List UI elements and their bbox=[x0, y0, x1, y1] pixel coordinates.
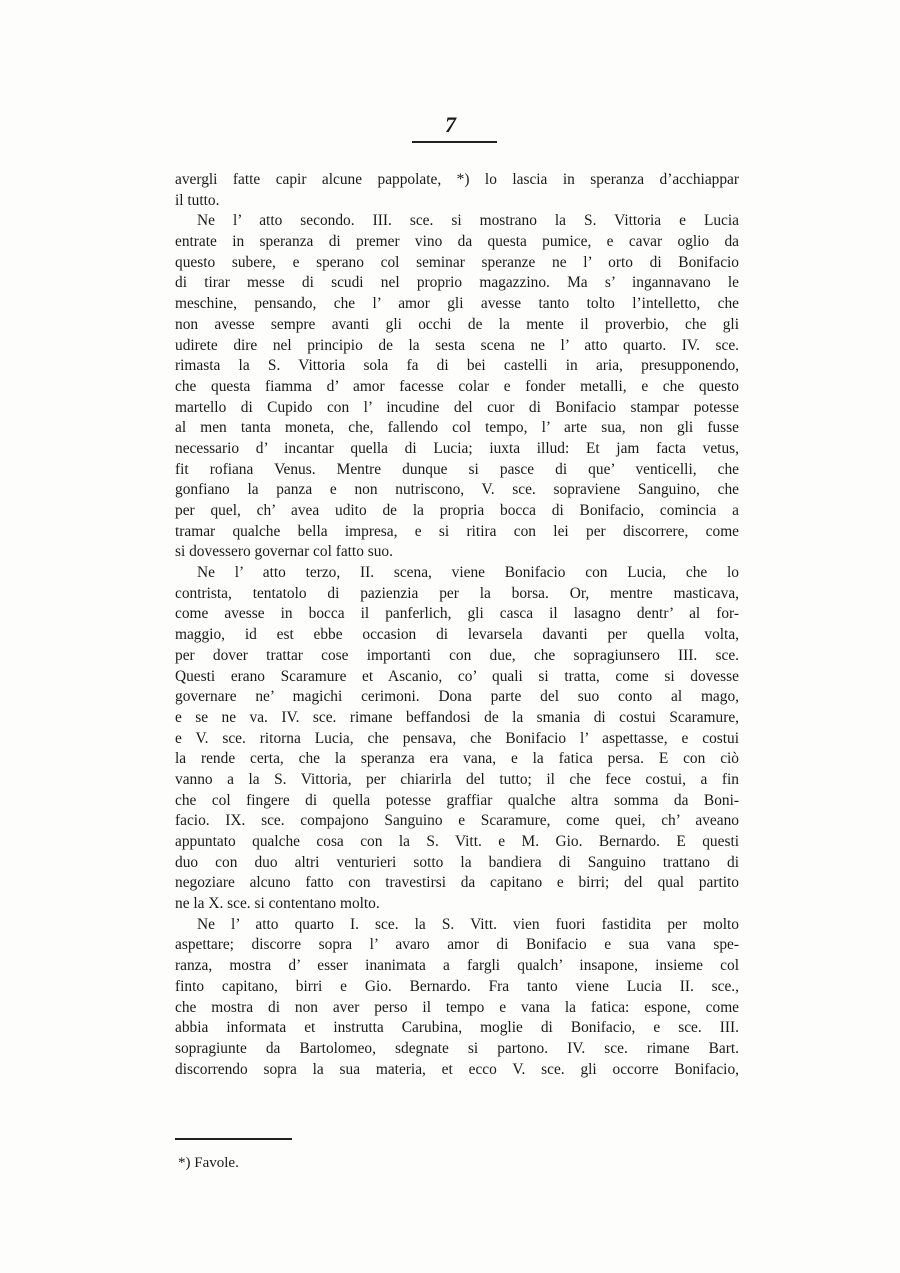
footnote-rule bbox=[175, 1138, 292, 1140]
text-line: e se ne va. IV. sce. rimane beffandosi de la smania di costui Scaramure, bbox=[175, 708, 739, 726]
text-line: Ne l’ atto secondo. III. sce. si mostrano la S. Vittoria e Lucia bbox=[197, 212, 739, 230]
text-line: fit rofiana Venus. Mentre dunque si pasce di que’ venticelli, che bbox=[175, 460, 739, 478]
text-line: ranza, mostra d’ esser inanimata a fargli qualch’ insapone, insieme col bbox=[175, 957, 739, 975]
text-line: che mostra di non aver perso il tempo e vana la fatica: espone, come bbox=[175, 998, 739, 1016]
text-line: il tutto. bbox=[175, 191, 220, 209]
text-line: rimasta la S. Vittoria sola fa di bei castelli in aria, presupponendo, bbox=[175, 357, 739, 375]
text-line: Ne l’ atto quarto I. sce. la S. Vitt. vien fuori fastidita per molto bbox=[197, 915, 739, 933]
footnote: *) Favole. bbox=[178, 1155, 239, 1171]
text-line: negoziare alcuno fatto con travestirsi da capitano e birri; del qual partito bbox=[175, 874, 739, 892]
text-line: abbia informata et instrutta Carubina, moglie di Bonifacio, e sce. III. bbox=[175, 1019, 739, 1037]
text-line: di tirar messe di scudi nel proprio magazzino. Ma s’ ingannavano le bbox=[175, 274, 739, 292]
text-line: sopragiunte da Bartolomeo, sdegnate si partono. IV. sce. rimane Bart. bbox=[175, 1039, 739, 1057]
text-line: contrista, tentatolo di pazienzia per la borsa. Or, mentre masticava, bbox=[175, 584, 739, 602]
text-line: si dovessero governar col fatto suo. bbox=[175, 543, 393, 561]
text-line: duo con duo altri venturieri sotto la bandiera di Sanguino trattano di bbox=[175, 853, 739, 871]
text-line: ne la X. sce. si contentano molto. bbox=[175, 895, 380, 913]
text-line: che questa fiamma d’ amor facesse colar e fonder metalli, e che questo bbox=[175, 377, 739, 395]
text-line: entrate in speranza di premer vino da questa pumice, e cavar oglio da bbox=[175, 233, 739, 251]
text-line: per quel, ch’ avea udito de la propria bocca di Bonifacio, comincia a bbox=[175, 502, 739, 519]
text-line: finto capitano, birri e Gio. Bernardo. Fra tanto viene Lucia II. sce., bbox=[175, 977, 739, 995]
body-text bbox=[175, 170, 739, 1080]
text-line: questo subere, e sperano col seminar speranze ne l’ orto di Bonifacio bbox=[175, 253, 739, 271]
text-line: necessario d’ incantar quella di Lucia; iuxta illud: Et jam facta vetus, bbox=[175, 439, 739, 457]
text-line: vanno a la S. Vittoria, per chiarirla del tutto; il che fece costui, a fin bbox=[175, 770, 739, 788]
text-line: facio. IX. sce. compajono Sanguino e Scaramure, come quei, ch’ aveano bbox=[175, 812, 739, 830]
text-line: come avesse in bocca il panferlich, gli casca il lasagno dentr’ al for- bbox=[175, 605, 739, 623]
text-line: non avesse sempre avanti gli occhi de la mente il proverbio, che gli bbox=[175, 315, 739, 333]
text-line: avergli fatte capir alcune pappolate, *) lo lascia in speranza d’acchiappar bbox=[175, 171, 739, 188]
text-line: Questi erano Scaramure et Ascanio, co’ quali si tratta, come si dovesse bbox=[175, 667, 739, 685]
text-line: e V. sce. ritorna Lucia, che pensava, che Bonifacio l’ aspettasse, e costui bbox=[175, 729, 739, 747]
header-rule bbox=[412, 141, 497, 143]
text-line: Ne l’ atto terzo, II. scena, viene Bonifacio con Lucia, che lo bbox=[197, 564, 739, 582]
text-line: per dover trattar cose importanti con due, che sopragiunsero III. sce. bbox=[175, 646, 739, 664]
text-line: la rende certa, che la speranza era vana, e la fatica persa. E con ciò bbox=[175, 750, 739, 768]
text-line: al men tanta moneta, che, fallendo col tempo, l’ arte sua, non gli fusse bbox=[175, 419, 739, 437]
text-line: aspettare; discorre sopra l’ avaro amor di Bonifacio e sua vana spe- bbox=[175, 936, 739, 954]
text-line: tramar qualche bella impresa, e si ritira con lei per discorrere, come bbox=[175, 522, 739, 540]
text-line: governare ne’ magichi cerimoni. Dona parte del suo conto al mago, bbox=[175, 688, 739, 706]
text-line: meschine, pensando, che l’ amor gli avesse tanto tolto l’intelletto, che bbox=[175, 295, 739, 313]
text-line: appuntato qualche cosa con la S. Vitt. e M. Gio. Bernardo. E questi bbox=[175, 833, 739, 850]
text-line: martello di Cupido con l’ incudine del cuor di Bonifacio stampar potesse bbox=[175, 398, 739, 416]
text-line: che col fingere di quella potesse graffiar qualche altra somma da Boni- bbox=[175, 791, 739, 809]
text-line: udirete dire nel principio de la sesta scena ne l’ atto quarto. IV. sce. bbox=[175, 336, 739, 354]
text-line: gonfiano la panza e non nutriscono, V. sce. sopraviene Sanguino, che bbox=[175, 481, 739, 499]
text-line: discorrendo sopra la sua materia, et ecco V. sce. gli occorre Bonifacio, bbox=[175, 1060, 739, 1078]
page-number: 7 bbox=[445, 112, 456, 137]
text-line: maggio, id est ebbe occasion di levarsela davanti per quella volta, bbox=[175, 626, 739, 644]
